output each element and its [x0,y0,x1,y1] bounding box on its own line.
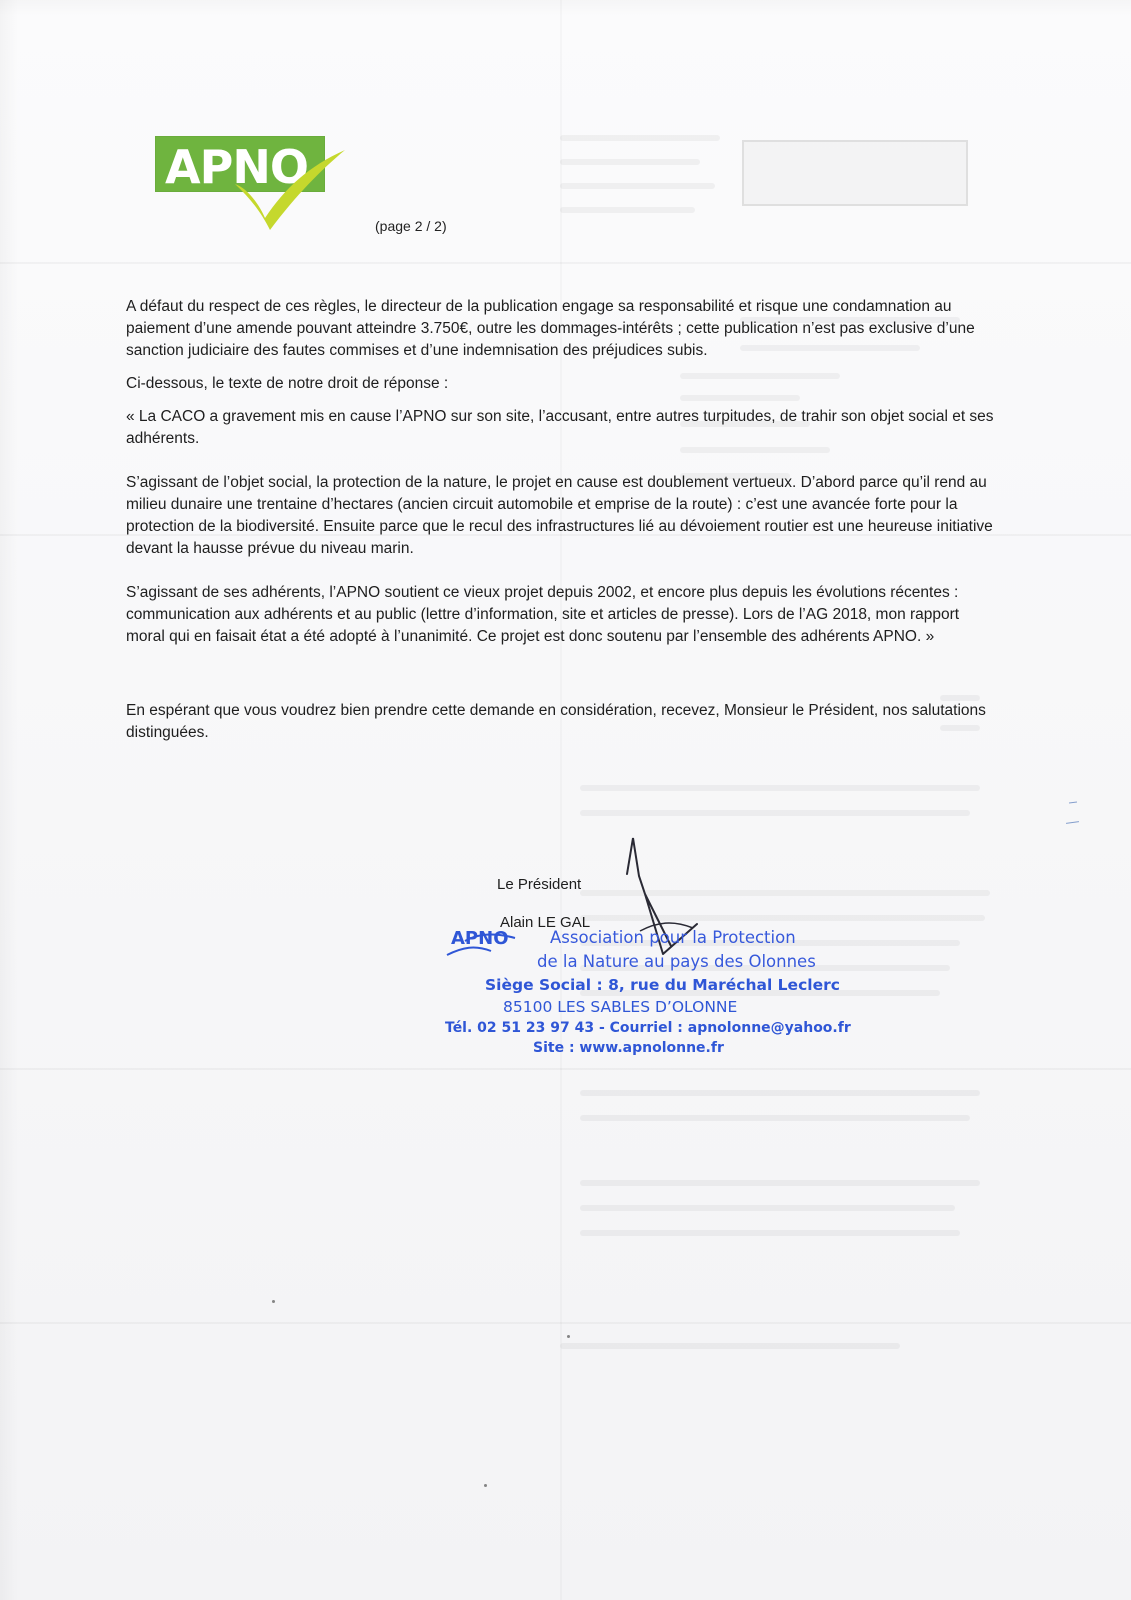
paragraph-6: En espérant que vous voudrez bien prendre cette demande en considération, recevez, Monsieur le Président, nos salutations distinguées. [126,702,986,741]
apno-logo-text: APNO [165,140,308,194]
stamp-contact: Tél. 02 51 23 97 43 - Courriel : apnolonne@yahoo.fr [445,1020,851,1036]
page-indicator: (page 2 / 2) [375,218,447,234]
apno-logo [155,136,345,228]
stamp-city: 85100 LES SABLES D’OLONNE [503,998,738,1016]
ink-mark [1069,801,1077,803]
scan-speck [484,1484,487,1487]
ink-mark [1066,821,1079,824]
stamp-address: Siège Social : 8, rue du Maréchal Leclerc [485,976,840,994]
stamp-association-subtitle: de la Nature au pays des Olonnes [537,952,816,971]
stamp-logo-text: APNO [451,928,509,949]
association-stamp [445,918,851,1056]
stamp-association-name: Association pour la Protection [550,928,796,947]
stamp-logo-icon [445,921,517,959]
scan-speck [567,1335,570,1338]
scan-speck [272,1300,275,1303]
paragraph-4: S’agissant de l’objet social, la protection de la nature, le projet en cause est doublement vertueux. D’abord parce qu’il rend au milieu dunaire une trentaine d’hectares (ancien circuit automobile et emprise de la route) : c’est une avancée forte pour la protection de la biodiversité. Ensuite parce que le recul des infrastructures lié au dévoiement routier est une heureuse initiative devant la hausse prévue du niveau marin. [126,474,993,557]
paragraph-2: Ci-dessous, le texte de notre droit de réponse : [126,375,449,392]
paragraph-1: A défaut du respect de ces règles, le directeur de la publication engage sa responsabilité et risque une condamnation au paiement d’une amende pouvant atteindre 3.750€, outre les dommages-intérêts ; cette publication n’est pas exclusive d’une sanction judiciaire des fautes commises et d’une indemnisation des préjudices subis. [126,298,975,359]
signatory-title: Le Président [497,876,582,893]
paragraph-3: « La CACO a gravement mis en cause l’APNO sur son site, l’accusant, entre autres turpitudes, de trahir son objet social et ses adhérents. [126,408,994,447]
paragraph-5: S’agissant de ses adhérents, l’APNO soutient ce vieux projet depuis 2002, et encore plus depuis les évolutions récentes : communication aux adhérents et au public (lettre d’information, site et articles de presse). Lors de l’AG 2018, mon rapport moral qui en faisait état a été adopté à l’unanimité. Ce projet est donc soutenu par l’ensemble des adhérents APNO. » [126,584,960,645]
letter-body [126,296,996,744]
stamp-website: Site : www.apnolonne.fr [533,1040,724,1056]
signatory-name: Alain LE GAL [500,914,591,931]
check-mark-icon [227,146,349,232]
